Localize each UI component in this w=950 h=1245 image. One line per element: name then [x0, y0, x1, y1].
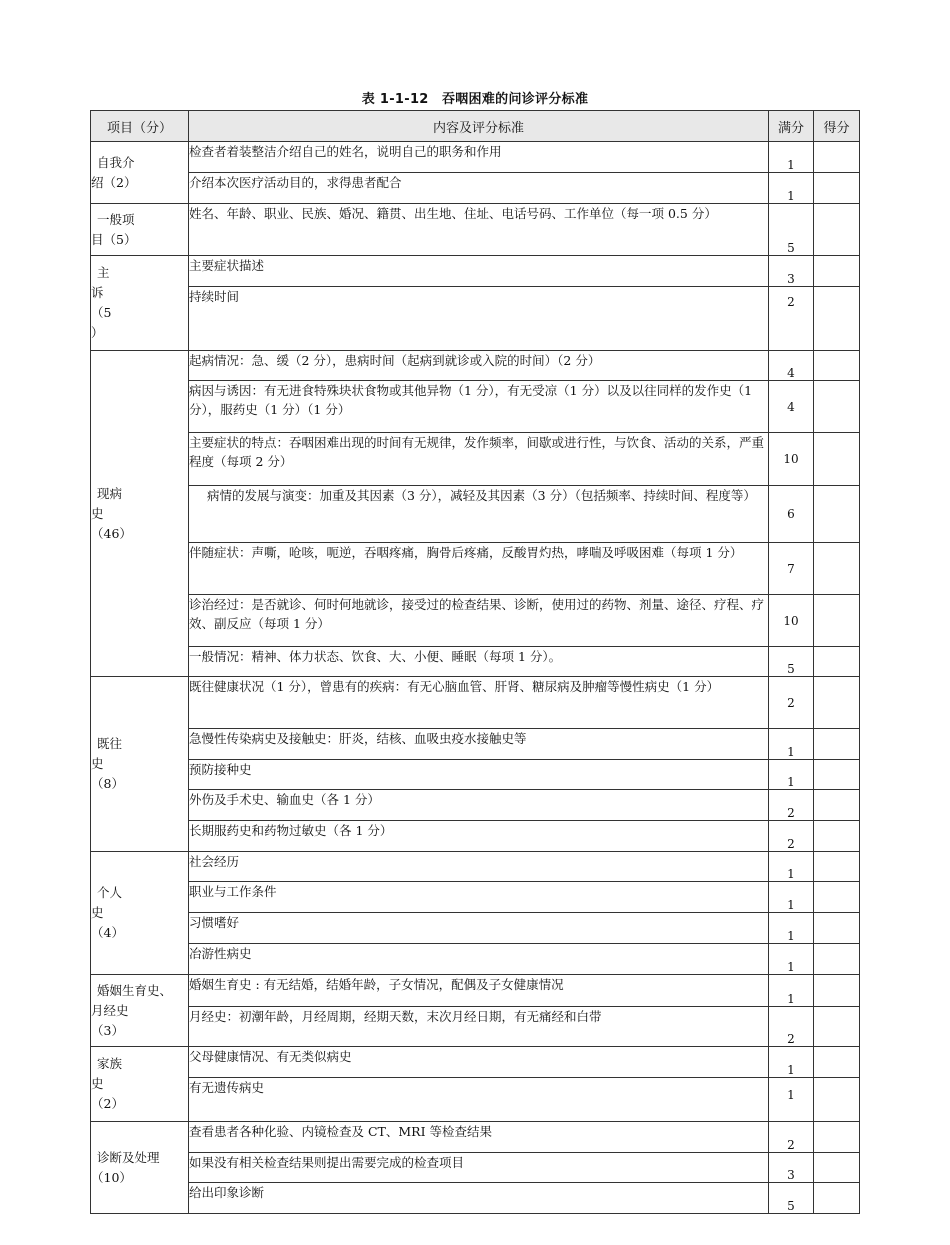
item-text: 持续时间 [189, 287, 769, 351]
item-text: 如果没有相关检查结果则提出需要完成的检查项目 [189, 1153, 769, 1183]
score-cell[interactable] [814, 760, 860, 790]
full-score: 1 [769, 1078, 814, 1122]
full-score: 1 [769, 729, 814, 760]
table-row [91, 595, 860, 647]
table-row [91, 287, 860, 351]
item-text: 习惯嗜好 [189, 913, 769, 944]
score-cell[interactable] [814, 173, 860, 204]
full-score: 2 [769, 790, 814, 821]
table-row [91, 647, 860, 677]
score-cell[interactable] [814, 913, 860, 944]
score-cell[interactable] [814, 204, 860, 256]
table-row [91, 760, 860, 790]
full-score: 2 [769, 1122, 814, 1153]
table-row [91, 790, 860, 821]
score-cell[interactable] [814, 287, 860, 351]
item-text: 病因与诱因：有无进食特殊块状食物或其他异物（1 分），有无受凉（1 分）以及以往同样的发作史（1 分），服药史（1 分）（1 分） [189, 381, 769, 433]
item-text: 诊治经过：是否就诊、何时何地就诊，接受过的检查结果、诊断，使用过的药物、剂量、途径、疗程、疗效、副反应（每项 1 分） [189, 595, 769, 647]
score-cell[interactable] [814, 790, 860, 821]
item-text: 一般情况：精神、体力状态、饮食、大、小便、睡眠（每项 1 分）。 [189, 647, 769, 677]
header-category: 项目（分） [91, 111, 189, 142]
category-cell: 现病 史 （46） [91, 351, 189, 677]
item-text: 长期服药史和药物过敏史（各 1 分） [189, 821, 769, 852]
item-text: 预防接种史 [189, 760, 769, 790]
score-cell[interactable] [814, 486, 860, 543]
full-score: 10 [769, 433, 814, 486]
score-cell[interactable] [814, 975, 860, 1007]
score-cell[interactable] [814, 543, 860, 595]
full-score: 1 [769, 1047, 814, 1078]
item-text: 病情的发展与演变：加重及其因素（3 分），减轻及其因素（3 分）（包括频率、持续时间、程度等） [189, 486, 769, 543]
full-score: 5 [769, 204, 814, 256]
item-text: 检查者着装整洁介绍自己的姓名，说明自己的职务和作用 [189, 142, 769, 173]
full-score: 1 [769, 944, 814, 975]
item-text: 查看患者各种化验、内镜检查及 CT、MRI 等检查结果 [189, 1122, 769, 1153]
item-text: 主要症状描述 [189, 256, 769, 287]
category-cell: 主 诉 （5 ） [91, 256, 189, 351]
table-row [91, 729, 860, 760]
score-cell[interactable] [814, 142, 860, 173]
score-cell[interactable] [814, 351, 860, 381]
category-cell: 个人 史 （4） [91, 852, 189, 975]
score-cell[interactable] [814, 882, 860, 913]
category-cell: 诊断及处理 （10） [91, 1122, 189, 1214]
item-text: 既往健康状况（1 分），曾患有的疾病：有无心脑血管、肝肾、糖尿病及肿瘤等慢性病史（1 分） [189, 677, 769, 729]
header-full-score: 满分 [769, 111, 814, 142]
full-score: 1 [769, 173, 814, 204]
full-score: 1 [769, 760, 814, 790]
full-score: 2 [769, 821, 814, 852]
table-row [91, 975, 860, 1007]
score-cell[interactable] [814, 944, 860, 975]
table-row [91, 1183, 860, 1214]
full-score: 4 [769, 351, 814, 381]
table-row [91, 913, 860, 944]
table-row [91, 944, 860, 975]
table-row [91, 1122, 860, 1153]
item-text: 急慢性传染病史及接触史：肝炎，结核、血吸虫疫水接触史等 [189, 729, 769, 760]
table-row [91, 433, 860, 486]
score-cell[interactable] [814, 256, 860, 287]
table-row [91, 351, 860, 381]
score-cell[interactable] [814, 821, 860, 852]
category-cell: 既往 史 （8） [91, 677, 189, 852]
table-row [91, 821, 860, 852]
table-row [91, 173, 860, 204]
full-score: 3 [769, 1153, 814, 1183]
item-text: 父母健康情况、有无类似病史 [189, 1047, 769, 1078]
full-score: 10 [769, 595, 814, 647]
full-score: 7 [769, 543, 814, 595]
item-text: 起病情况：急、缓（2 分），患病时间（起病到就诊或入院的时间）（2 分） [189, 351, 769, 381]
score-cell[interactable] [814, 595, 860, 647]
full-score: 1 [769, 913, 814, 944]
full-score: 1 [769, 852, 814, 882]
score-cell[interactable] [814, 433, 860, 486]
item-text: 职业与工作条件 [189, 882, 769, 913]
header-content: 内容及评分标准 [189, 111, 769, 142]
item-text: 社会经历 [189, 852, 769, 882]
score-cell[interactable] [814, 729, 860, 760]
full-score: 5 [769, 1183, 814, 1214]
table-row [91, 1007, 860, 1047]
full-score: 4 [769, 381, 814, 433]
full-score: 1 [769, 882, 814, 913]
category-cell: 一般项 目（5） [91, 204, 189, 256]
item-text: 婚姻生育史 : 有无结婚，结婚年龄，子女情况，配偶及子女健康情况 [189, 975, 769, 1007]
score-cell[interactable] [814, 1153, 860, 1183]
full-score: 3 [769, 256, 814, 287]
table-row [91, 1153, 860, 1183]
item-text: 给出印象诊断 [189, 1183, 769, 1214]
score-cell[interactable] [814, 381, 860, 433]
full-score: 2 [769, 287, 814, 351]
score-cell[interactable] [814, 1183, 860, 1214]
score-cell[interactable] [814, 1078, 860, 1122]
category-cell: 自我介 绍（2） [91, 142, 189, 204]
item-text: 主要症状的特点：吞咽困难出现的时间有无规律，发作频率，间歇或进行性，与饮食、活动的关系，严重程度（每项 2 分） [189, 433, 769, 486]
table-caption: 表 1-1-12 吞咽困难的问诊评分标准 [361, 92, 589, 107]
full-score: 1 [769, 975, 814, 1007]
score-cell[interactable] [814, 1047, 860, 1078]
score-cell[interactable] [814, 852, 860, 882]
table-row [91, 1078, 860, 1122]
full-score: 2 [769, 677, 814, 729]
item-text: 姓名、年龄、职业、民族、婚况、籍贯、出生地、住址、电话号码、工作单位（每一项 0.5 分） [189, 204, 769, 256]
item-text: 冶游性病史 [189, 944, 769, 975]
score-cell[interactable] [814, 1007, 860, 1047]
full-score: 5 [769, 647, 814, 677]
table-row [91, 1047, 860, 1078]
table-row [91, 486, 860, 543]
category-cell: 家族 史 （2） [91, 1047, 189, 1122]
table-row [91, 256, 860, 287]
table-row [91, 543, 860, 595]
scoring-table [90, 110, 860, 1214]
table-row [91, 204, 860, 256]
table-row [91, 677, 860, 729]
full-score: 2 [769, 1007, 814, 1047]
score-cell[interactable] [814, 677, 860, 729]
item-text: 伴随症状：声嘶，呛咳，呃逆，吞咽疼痛，胸骨后疼痛，反酸胃灼热，哮喘及呼吸困难（每项 1 分） [189, 543, 769, 595]
item-text: 介绍本次医疗活动目的，求得患者配合 [189, 173, 769, 204]
table-row [91, 142, 860, 173]
full-score: 6 [769, 486, 814, 543]
header-row [91, 111, 860, 142]
header-score: 得分 [814, 111, 860, 142]
item-text: 外伤及手术史、输血史（各 1 分） [189, 790, 769, 821]
full-score: 1 [769, 142, 814, 173]
table-row [91, 852, 860, 882]
item-text: 有无遗传病史 [189, 1078, 769, 1122]
table-row [91, 882, 860, 913]
category-cell: 婚姻生育史、 月经史 （3） [91, 975, 189, 1047]
item-text: 月经史：初潮年龄，月经周期，经期天数，末次月经日期，有无痛经和白带 [189, 1007, 769, 1047]
score-cell[interactable] [814, 1122, 860, 1153]
table-row [91, 381, 860, 433]
score-cell[interactable] [814, 647, 860, 677]
